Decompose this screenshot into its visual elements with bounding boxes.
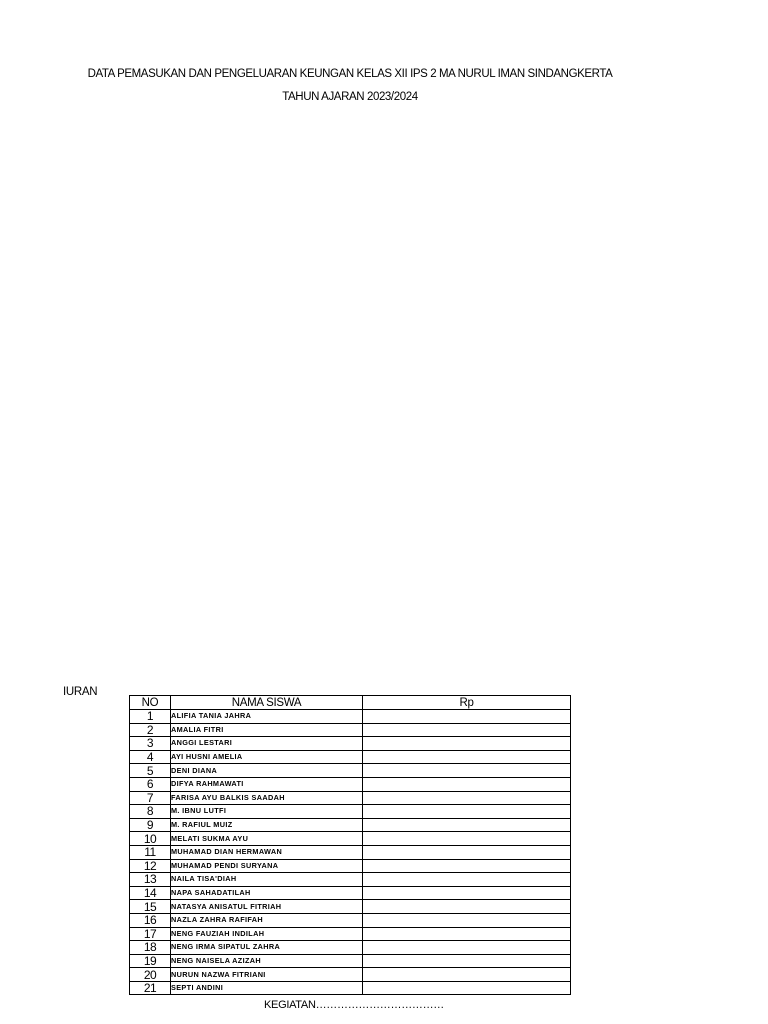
- student-name: DIFYA RAHMAWATI: [171, 777, 363, 791]
- table-row: [130, 805, 571, 819]
- row-number: 9: [130, 818, 171, 832]
- table-row: [130, 886, 571, 900]
- table-row: [130, 913, 571, 927]
- table-row: [130, 873, 571, 887]
- amount-cell: [363, 886, 571, 900]
- column-header-rp: Rp: [363, 696, 571, 710]
- amount-cell: [363, 859, 571, 873]
- amount-cell: [363, 968, 571, 982]
- row-number: 18: [130, 941, 171, 955]
- student-name: AMALIA FITRI: [171, 723, 363, 737]
- row-number: 10: [130, 832, 171, 846]
- table-row: [130, 981, 571, 995]
- amount-cell: [363, 723, 571, 737]
- table-row: [130, 710, 571, 724]
- table-row: [130, 968, 571, 982]
- student-name: M. RAFIUL MUIZ: [171, 818, 363, 832]
- student-name: M. IBNU LUTFI: [171, 805, 363, 819]
- table-row: [130, 954, 571, 968]
- row-number: 19: [130, 954, 171, 968]
- table-body: [130, 710, 571, 995]
- table-row: [130, 764, 571, 778]
- row-number: 16: [130, 913, 171, 927]
- kegiatan-label: KEGIATAN………………………………: [264, 999, 444, 1011]
- row-number: 14: [130, 886, 171, 900]
- column-header-no: NO: [130, 696, 171, 710]
- student-name: NAZLA ZAHRA RAFIFAH: [171, 913, 363, 927]
- student-name: MELATI SUKMA AYU: [171, 832, 363, 846]
- row-number: 11: [130, 845, 171, 859]
- amount-cell: [363, 710, 571, 724]
- table-row: [130, 832, 571, 846]
- amount-cell: [363, 818, 571, 832]
- amount-cell: [363, 927, 571, 941]
- amount-cell: [363, 873, 571, 887]
- row-number: 3: [130, 737, 171, 751]
- table-row: [130, 941, 571, 955]
- amount-cell: [363, 832, 571, 846]
- table-row: [130, 723, 571, 737]
- table-row: [130, 845, 571, 859]
- row-number: 13: [130, 873, 171, 887]
- student-name: MUHAMAD PENDI SURYANA: [171, 859, 363, 873]
- student-name: FARISA AYU BALKIS SAADAH: [171, 791, 363, 805]
- row-number: 8: [130, 805, 171, 819]
- amount-cell: [363, 845, 571, 859]
- student-name: NATASYA ANISATUL FITRIAH: [171, 900, 363, 914]
- iuran-table: [129, 695, 571, 995]
- row-number: 6: [130, 777, 171, 791]
- student-name: NENG FAUZIAH INDILAH: [171, 927, 363, 941]
- row-number: 20: [130, 968, 171, 982]
- student-name: NENG NAISELA AZIZAH: [171, 954, 363, 968]
- column-header-nama-siswa: NAMA SISWA: [171, 696, 363, 710]
- document-subtitle: TAHUN AJARAN 2023/2024: [282, 91, 418, 103]
- table-row: [130, 859, 571, 873]
- student-name: NENG IRMA SIPATUL ZAHRA: [171, 941, 363, 955]
- table-row: [130, 818, 571, 832]
- amount-cell: [363, 941, 571, 955]
- row-number: 5: [130, 764, 171, 778]
- student-name: MUHAMAD DIAN HERMAWAN: [171, 845, 363, 859]
- table-row: [130, 791, 571, 805]
- row-number: 7: [130, 791, 171, 805]
- row-number: 12: [130, 859, 171, 873]
- amount-cell: [363, 737, 571, 751]
- table-row: [130, 927, 571, 941]
- row-number: 1: [130, 710, 171, 724]
- student-name: DENI DIANA: [171, 764, 363, 778]
- amount-cell: [363, 913, 571, 927]
- document-title: DATA PEMASUKAN DAN PENGELUARAN KEUNGAN KELAS XII IPS 2 MA NURUL IMAN SINDANGKERTA: [87, 68, 613, 80]
- row-number: 15: [130, 900, 171, 914]
- student-name: NAILA TISA'DIAH: [171, 873, 363, 887]
- row-number: 17: [130, 927, 171, 941]
- section-label-iuran: IURAN: [63, 686, 98, 698]
- amount-cell: [363, 805, 571, 819]
- amount-cell: [363, 764, 571, 778]
- amount-cell: [363, 981, 571, 995]
- table-header-row: [130, 696, 571, 710]
- student-name: AYI HUSNI AMELIA: [171, 750, 363, 764]
- student-name: NAPA SAHADATILAH: [171, 886, 363, 900]
- amount-cell: [363, 900, 571, 914]
- row-number: 21: [130, 981, 171, 995]
- amount-cell: [363, 954, 571, 968]
- table-row: [130, 900, 571, 914]
- table-row: [130, 750, 571, 764]
- table-row: [130, 737, 571, 751]
- table-row: [130, 777, 571, 791]
- row-number: 2: [130, 723, 171, 737]
- student-name: ALIFIA TANIA JAHRA: [171, 710, 363, 724]
- student-name: NURUN NAZWA FITRIANI: [171, 968, 363, 982]
- amount-cell: [363, 777, 571, 791]
- amount-cell: [363, 791, 571, 805]
- student-name: ANGGI LESTARI: [171, 737, 363, 751]
- amount-cell: [363, 750, 571, 764]
- student-name: SEPTI ANDINI: [171, 981, 363, 995]
- row-number: 4: [130, 750, 171, 764]
